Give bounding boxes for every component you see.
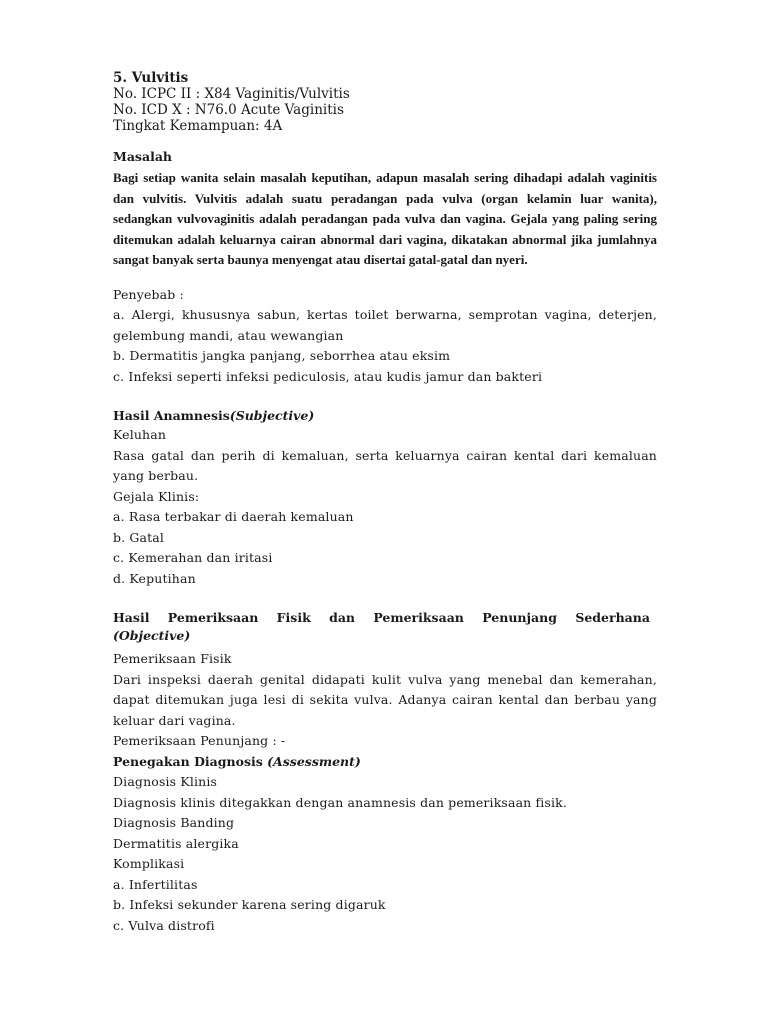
masalah-heading: Masalah	[113, 149, 173, 164]
document-body	[113, 70, 657, 936]
komplikasi-label: Komplikasi	[113, 856, 185, 871]
keluhan-text: Rasa gatal dan perih di kemaluan, serta keluarnya cairan kental dari kemaluan yang berbau.	[113, 447, 657, 483]
keluhan-label: Keluhan	[113, 427, 167, 442]
komplikasi-item-b: b. Infeksi sekunder karena sering digaruk	[113, 897, 386, 912]
gejala-item-b: b. Gatal	[113, 529, 165, 545]
banding-text: Dermatitis alergika	[113, 835, 239, 851]
komplikasi-item-c: c. Vulva distrofi	[113, 917, 215, 933]
penunjang-text: Pemeriksaan Penunjang : -	[113, 733, 286, 748]
anamnesis-heading-em: (Subjective)	[229, 408, 315, 423]
icpc-code: No. ICPC II : X84 Vaginitis/Vulvitis	[113, 86, 350, 102]
fisik-label: Pemeriksaan Fisik	[113, 651, 232, 666]
anamnesis-heading-text: Hasil Anamnesis	[113, 408, 230, 423]
penyebab-label: Penyebab :	[113, 286, 184, 302]
diagnosis-heading-em: (Assessment)	[267, 753, 361, 769]
penyebab-item-c: c. Infeksi seperti infeksi pediculosis, atau kudis jamur dan bakteri	[113, 368, 543, 384]
diagnosis-heading-text: Penegakan Diagnosis	[113, 753, 263, 769]
pemeriksaan-heading: Hasil Pemeriksaan Fisik dan Pemeriksaan Penunjang Sederhana	[113, 610, 650, 625]
competency-level: Tingkat Kemampuan: 4A	[113, 118, 283, 134]
diagnosis-heading	[113, 752, 657, 773]
icd-code: No. ICD X : N76.0 Acute Vaginitis	[113, 102, 344, 118]
banding-label: Diagnosis Banding	[113, 815, 235, 830]
gejala-item-c: c. Kemerahan dan iritasi	[113, 550, 273, 565]
anamnesis-heading	[113, 407, 657, 425]
fisik-text: Dari inspeksi daerah genital didapati kulit vulva yang menebal dan kemerahan, dapat ditemukan juga lesi di sekita vulva. Adanya cairan kental dan berbau yang keluar dari vagina.	[113, 671, 657, 728]
penyebab-item-b: b. Dermatitis jangka panjang, seborrhea atau eksim	[113, 348, 451, 363]
klinis-label: Diagnosis Klinis	[113, 774, 218, 789]
section-title: 5. Vulvitis	[113, 70, 189, 86]
masalah-paragraph: Bagi setiap wanita selain masalah keputihan, adapun masalah sering dihadapi adalah vaginitis dan vulvitis. Vulvitis adalah suatu peradangan pada vulva (organ kelamin luar wanita), sedangkan vulvovaginitis adalah peradangan pada vulva dan vagina. Gejala yang paling sering ditemukan adalah keluarnya cairan abnormal dari vagina, dikatakan abnormal jika jumlahnya sangat banyak serta baunya menyengat atau disertai gatal-gatal dan nyeri.	[113, 170, 657, 267]
gejala-item-a: a. Rasa terbakar di daerah kemaluan	[113, 509, 354, 524]
pemeriksaan-heading-em	[113, 627, 657, 645]
komplikasi-item-a: a. Infertilitas	[113, 876, 198, 892]
klinis-text: Diagnosis klinis ditegakkan dengan anamnesis dan pemeriksaan fisik.	[113, 794, 567, 810]
gejala-item-d: d. Keputihan	[113, 570, 196, 586]
penyebab-item-a: a. Alergi, khususnya sabun, kertas toilet berwarna, semprotan vagina, deterjen, gelembung mandi, atau wewangian	[113, 307, 657, 343]
pemeriksaan-heading-em-text: (Objective)	[113, 628, 191, 643]
gejala-label: Gejala Klinis:	[113, 488, 200, 504]
